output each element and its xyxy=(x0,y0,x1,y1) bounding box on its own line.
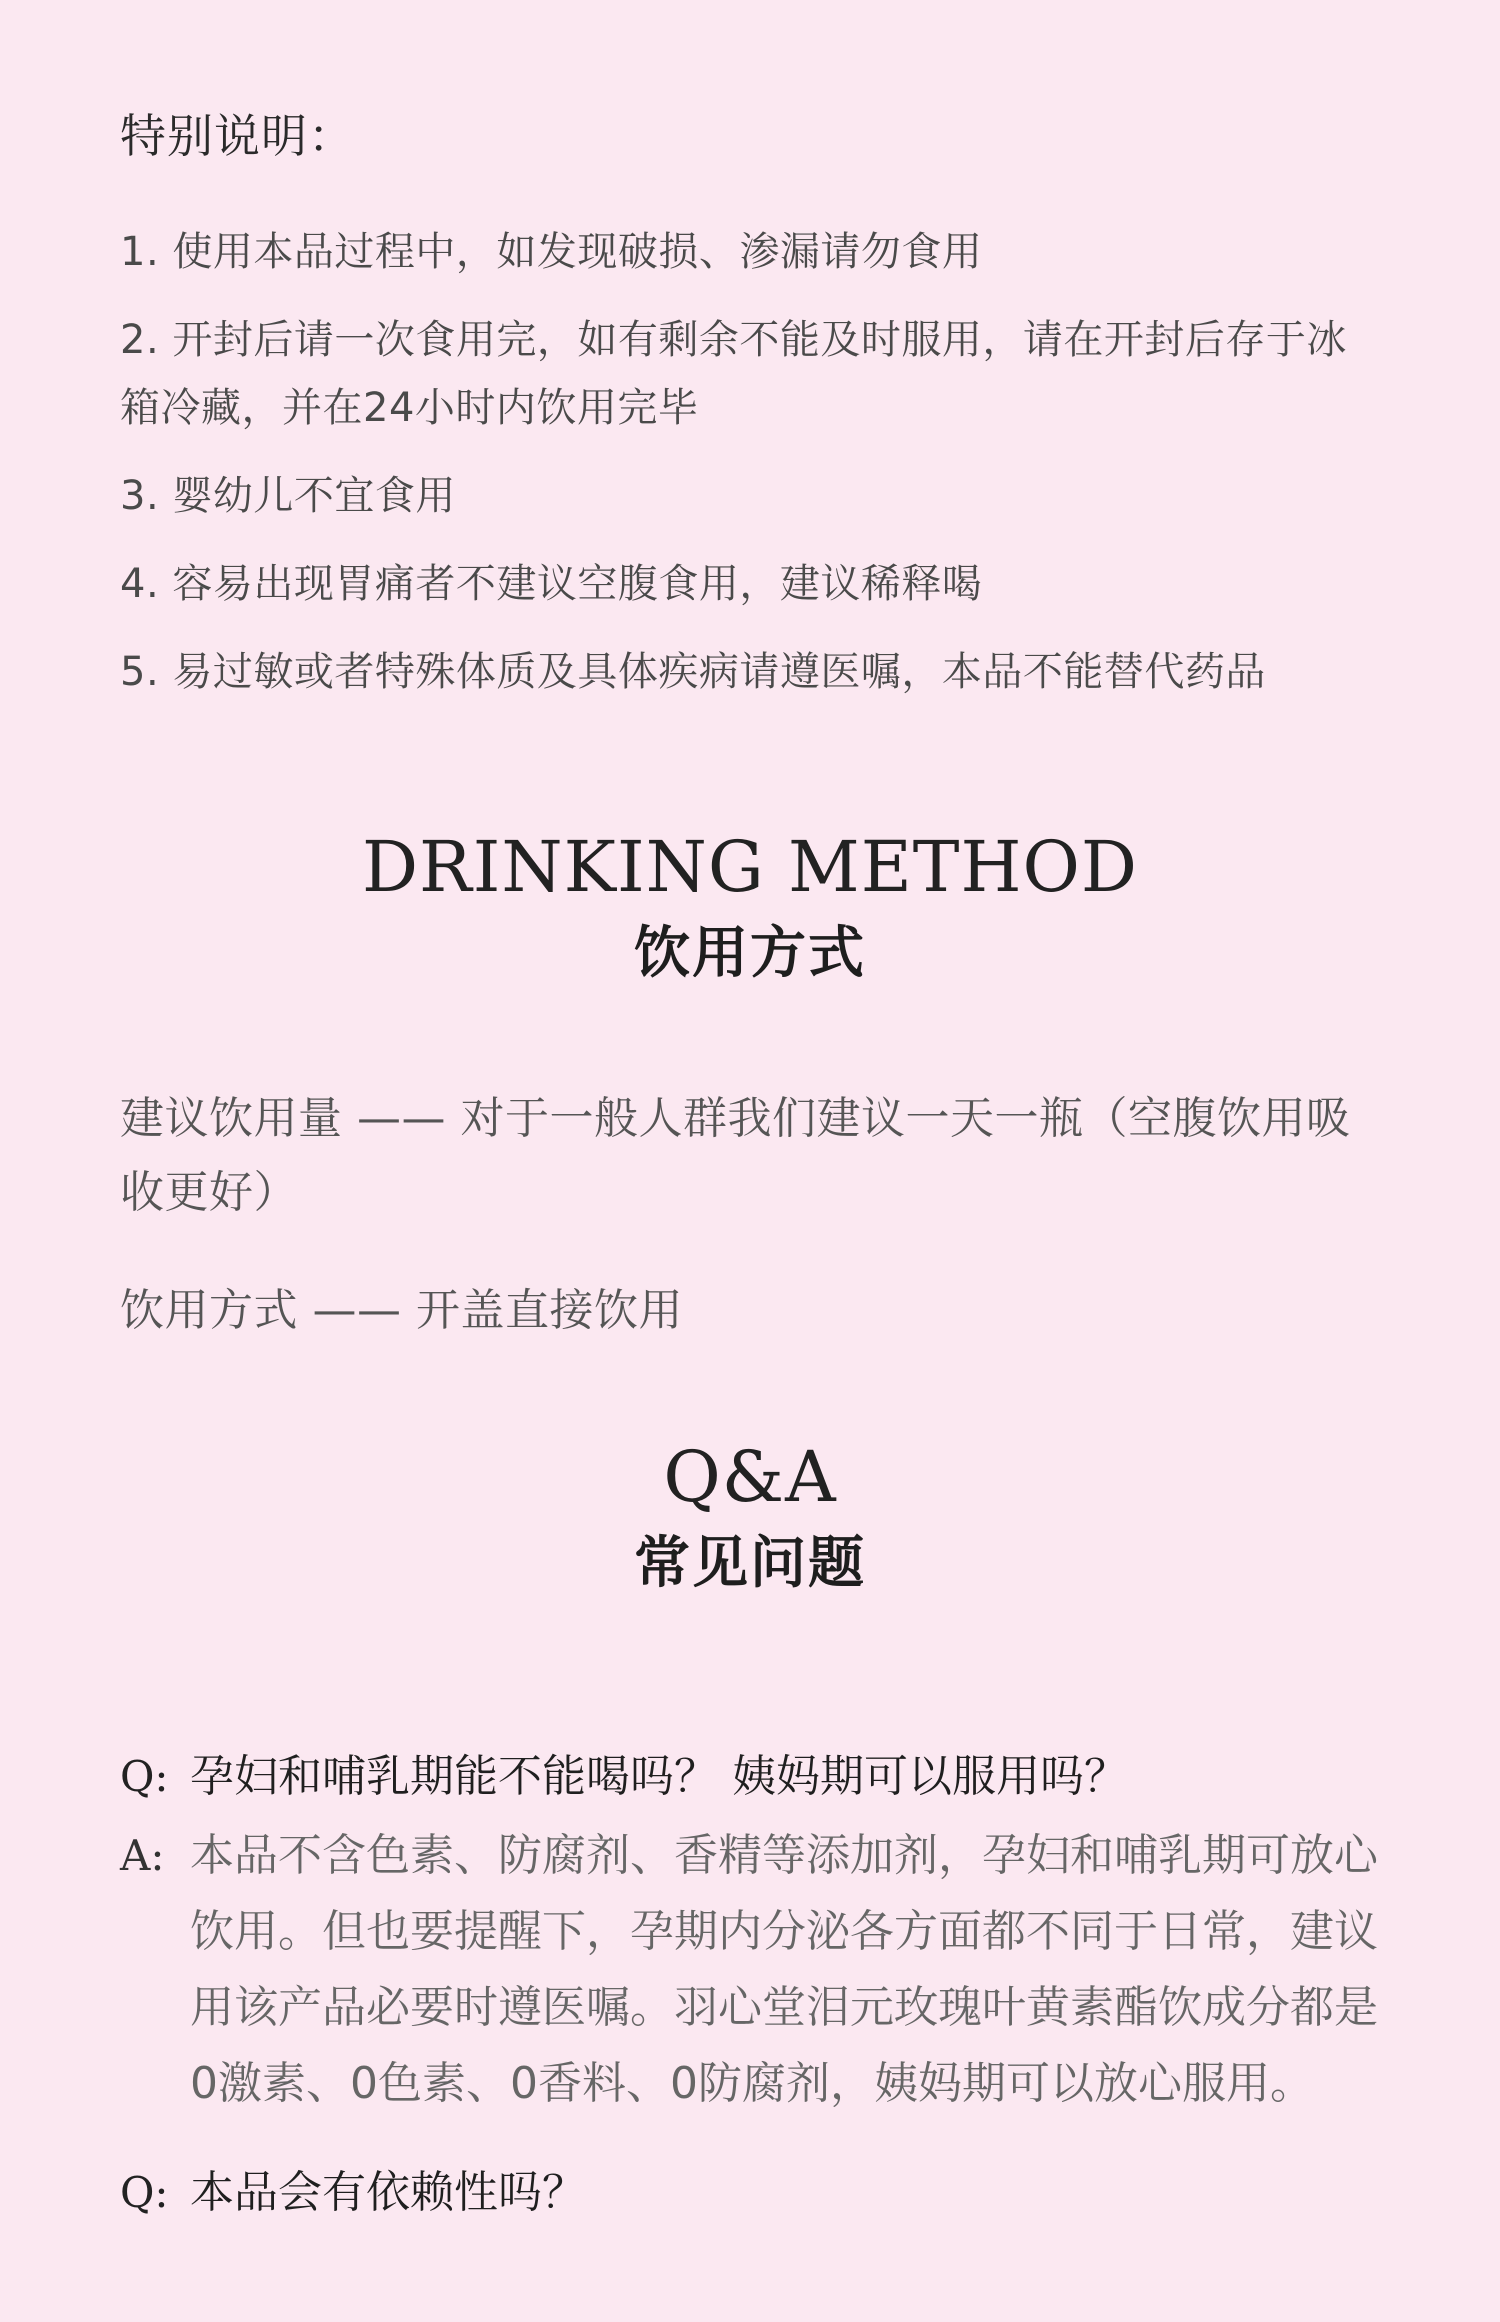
question-text: 孕妇和哺乳期能不能喝吗？ 姨妈期可以服用吗？ xyxy=(190,1751,1128,1802)
question-marker: Q: xyxy=(120,1752,169,1801)
drinking-method-list xyxy=(120,1082,1380,1392)
note-item-2: 2. 开封后请一次食用完，如有剩余不能及时服用，请在开封后存于冰箱冷藏，并在24小时内饮用完毕 xyxy=(120,317,1347,431)
suggested-amount: 建议饮用量 —— 对于一般人群我们建议一天一瓶（空腹饮用吸收更好） xyxy=(120,1093,1351,1218)
question-marker: Q: xyxy=(120,2168,169,2217)
drinking-way: 饮用方式 —— 开盖直接饮用 xyxy=(120,1285,683,1336)
drinking-method-title xyxy=(0,822,1500,996)
note-item-1: 1. 使用本品过程中，如发现破损、渗漏请勿食用 xyxy=(120,229,983,275)
question-1 xyxy=(120,1740,1390,1814)
note-item-5: 5. 易过敏或者特殊体质及具体疾病请遵医嘱，本品不能替代药品 xyxy=(120,649,1266,695)
answer-1 xyxy=(120,1818,1390,2122)
answer-text: 本品不含色素、防腐剂、香精等添加剂，孕妇和哺乳期可放心饮用。但也要提醒下，孕期内分泌各方面都不同于日常，建议用该产品必要时遵医嘱。羽心堂泪元玫瑰叶黄素酯饮成分都是0激素、0色素、0香料、0防腐剂，姨妈期可以放心服用。 xyxy=(190,1830,1378,2109)
qa-title-en: Q&A xyxy=(663,1436,837,1518)
special-notes-list xyxy=(120,218,1380,726)
qa-title xyxy=(0,1432,1500,1606)
qa-list xyxy=(120,1740,1390,2234)
drinking-method-title-en: DRINKING METHOD xyxy=(361,826,1139,908)
special-notes-heading: 特别说明： xyxy=(120,109,355,163)
question-2 xyxy=(120,2156,1390,2230)
answer-marker: A: xyxy=(120,1831,165,1880)
note-item-3: 3. 婴幼儿不宜食用 xyxy=(120,473,456,519)
question-text: 本品会有依赖性吗？ xyxy=(190,2167,586,2218)
note-item-4: 4. 容易出现胃痛者不建议空腹食用，建议稀释喝 xyxy=(120,561,983,607)
qa-title-cn: 常见问题 xyxy=(634,1531,866,1596)
drinking-method-title-cn: 饮用方式 xyxy=(634,921,866,986)
